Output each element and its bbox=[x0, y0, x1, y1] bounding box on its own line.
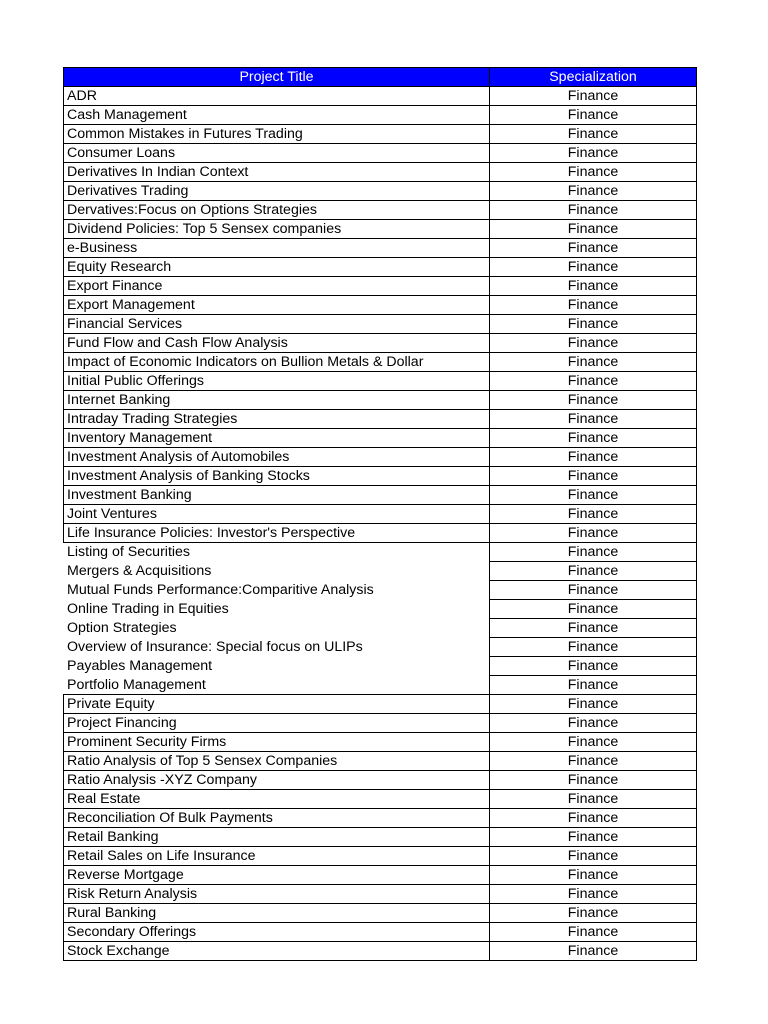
specialization-cell: Finance bbox=[490, 277, 697, 296]
specialization-cell: Finance bbox=[490, 106, 697, 125]
specialization-cell: Finance bbox=[490, 638, 697, 657]
project-title-cell: Common Mistakes in Futures Trading bbox=[64, 125, 490, 144]
table-row bbox=[64, 315, 697, 334]
table-row bbox=[64, 828, 697, 847]
table-row bbox=[64, 505, 697, 524]
project-title-cell: Mutual Funds Performance:Comparitive Analysis bbox=[64, 581, 490, 600]
project-title-cell: Portfolio Management bbox=[64, 676, 490, 695]
project-title-cell: Investment Analysis of Automobiles bbox=[64, 448, 490, 467]
table-row bbox=[64, 904, 697, 923]
project-title-cell: Mergers & Acquisitions bbox=[64, 562, 490, 581]
specialization-cell: Finance bbox=[490, 752, 697, 771]
table-row bbox=[64, 277, 697, 296]
table-row bbox=[64, 448, 697, 467]
project-title-cell: Payables Management bbox=[64, 657, 490, 676]
specialization-cell: Finance bbox=[490, 562, 697, 581]
specialization-cell: Finance bbox=[490, 904, 697, 923]
table-row bbox=[64, 581, 697, 600]
table-row bbox=[64, 296, 697, 315]
specialization-cell: Finance bbox=[490, 429, 697, 448]
table-row bbox=[64, 847, 697, 866]
specialization-cell: Finance bbox=[490, 296, 697, 315]
project-title-cell: Reconciliation Of Bulk Payments bbox=[64, 809, 490, 828]
project-title-cell: Private Equity bbox=[64, 695, 490, 714]
project-title-cell: Consumer Loans bbox=[64, 144, 490, 163]
specialization-cell: Finance bbox=[490, 467, 697, 486]
specialization-cell: Finance bbox=[490, 714, 697, 733]
project-title-cell: Investment Banking bbox=[64, 486, 490, 505]
specialization-cell: Finance bbox=[490, 201, 697, 220]
specialization-cell: Finance bbox=[490, 182, 697, 201]
project-title-cell: Internet Banking bbox=[64, 391, 490, 410]
table-row bbox=[64, 429, 697, 448]
project-title-cell: Financial Services bbox=[64, 315, 490, 334]
project-title-cell: Risk Return Analysis bbox=[64, 885, 490, 904]
specialization-cell: Finance bbox=[490, 144, 697, 163]
specialization-cell: Finance bbox=[490, 353, 697, 372]
table-row bbox=[64, 885, 697, 904]
specialization-cell: Finance bbox=[490, 581, 697, 600]
specialization-cell: Finance bbox=[490, 771, 697, 790]
table-row bbox=[64, 638, 697, 657]
specialization-cell: Finance bbox=[490, 87, 697, 106]
project-title-cell: Overview of Insurance: Special focus on ULIPs bbox=[64, 638, 490, 657]
table-row bbox=[64, 239, 697, 258]
project-title-cell: Rural Banking bbox=[64, 904, 490, 923]
header-project-title: Project Title bbox=[64, 68, 490, 87]
project-title-cell: Listing of Securities bbox=[64, 543, 490, 562]
specialization-cell: Finance bbox=[490, 239, 697, 258]
table-row bbox=[64, 258, 697, 277]
table-row bbox=[64, 562, 697, 581]
table-row bbox=[64, 866, 697, 885]
table-row bbox=[64, 144, 697, 163]
table-row bbox=[64, 771, 697, 790]
table-body bbox=[64, 87, 697, 961]
specialization-cell: Finance bbox=[490, 695, 697, 714]
specialization-cell: Finance bbox=[490, 524, 697, 543]
table-row bbox=[64, 125, 697, 144]
table-row bbox=[64, 87, 697, 106]
specialization-cell: Finance bbox=[490, 733, 697, 752]
table-row bbox=[64, 201, 697, 220]
specialization-cell: Finance bbox=[490, 942, 697, 961]
project-title-cell: Initial Public Offerings bbox=[64, 372, 490, 391]
project-title-cell: Equity Research bbox=[64, 258, 490, 277]
project-title-cell: Joint Ventures bbox=[64, 505, 490, 524]
specialization-cell: Finance bbox=[490, 315, 697, 334]
specialization-cell: Finance bbox=[490, 505, 697, 524]
project-title-cell: Life Insurance Policies: Investor's Perspective bbox=[64, 524, 490, 543]
specialization-cell: Finance bbox=[490, 619, 697, 638]
specialization-cell: Finance bbox=[490, 657, 697, 676]
project-title-cell: Intraday Trading Strategies bbox=[64, 410, 490, 429]
project-title-cell: Reverse Mortgage bbox=[64, 866, 490, 885]
specialization-cell: Finance bbox=[490, 391, 697, 410]
project-title-cell: Real Estate bbox=[64, 790, 490, 809]
table-row bbox=[64, 695, 697, 714]
project-title-cell: Investment Analysis of Banking Stocks bbox=[64, 467, 490, 486]
table-row bbox=[64, 543, 697, 562]
specialization-cell: Finance bbox=[490, 448, 697, 467]
project-title-cell: Retail Banking bbox=[64, 828, 490, 847]
header-specialization: Specialization bbox=[490, 68, 697, 87]
specialization-cell: Finance bbox=[490, 258, 697, 277]
table-row bbox=[64, 163, 697, 182]
project-title-cell: Impact of Economic Indicators on Bullion Metals & Dollar bbox=[64, 353, 490, 372]
table-row bbox=[64, 657, 697, 676]
table-row bbox=[64, 600, 697, 619]
table-row bbox=[64, 391, 697, 410]
table-row bbox=[64, 790, 697, 809]
project-title-cell: Online Trading in Equities bbox=[64, 600, 490, 619]
specialization-cell: Finance bbox=[490, 923, 697, 942]
project-title-cell: Dervatives:Focus on Options Strategies bbox=[64, 201, 490, 220]
project-title-cell: Export Finance bbox=[64, 277, 490, 296]
table-row bbox=[64, 942, 697, 961]
project-title-cell: Derivatives In Indian Context bbox=[64, 163, 490, 182]
specialization-cell: Finance bbox=[490, 809, 697, 828]
project-title-cell: Ratio Analysis -XYZ Company bbox=[64, 771, 490, 790]
table-row bbox=[64, 486, 697, 505]
project-title-cell: Ratio Analysis of Top 5 Sensex Companies bbox=[64, 752, 490, 771]
table-row bbox=[64, 410, 697, 429]
project-title-cell: Dividend Policies: Top 5 Sensex companies bbox=[64, 220, 490, 239]
specialization-cell: Finance bbox=[490, 334, 697, 353]
project-title-cell: Stock Exchange bbox=[64, 942, 490, 961]
table-row bbox=[64, 467, 697, 486]
project-title-cell: ADR bbox=[64, 87, 490, 106]
table-row bbox=[64, 923, 697, 942]
specialization-cell: Finance bbox=[490, 676, 697, 695]
table-row bbox=[64, 524, 697, 543]
specialization-cell: Finance bbox=[490, 600, 697, 619]
specialization-cell: Finance bbox=[490, 125, 697, 144]
specialization-cell: Finance bbox=[490, 163, 697, 182]
table-header-row bbox=[64, 68, 697, 87]
project-title-cell: e-Business bbox=[64, 239, 490, 258]
specialization-cell: Finance bbox=[490, 543, 697, 562]
table-row bbox=[64, 809, 697, 828]
specialization-cell: Finance bbox=[490, 790, 697, 809]
table-row bbox=[64, 106, 697, 125]
project-table-container bbox=[63, 67, 696, 961]
table-row bbox=[64, 619, 697, 638]
specialization-cell: Finance bbox=[490, 885, 697, 904]
specialization-cell: Finance bbox=[490, 410, 697, 429]
project-title-cell: Export Management bbox=[64, 296, 490, 315]
table-row bbox=[64, 372, 697, 391]
table-row bbox=[64, 676, 697, 695]
table-row bbox=[64, 733, 697, 752]
project-title-cell: Project Financing bbox=[64, 714, 490, 733]
project-table bbox=[63, 67, 697, 961]
table-row bbox=[64, 714, 697, 733]
project-title-cell: Cash Management bbox=[64, 106, 490, 125]
specialization-cell: Finance bbox=[490, 220, 697, 239]
specialization-cell: Finance bbox=[490, 828, 697, 847]
table-row bbox=[64, 182, 697, 201]
project-title-cell: Inventory Management bbox=[64, 429, 490, 448]
project-title-cell: Retail Sales on Life Insurance bbox=[64, 847, 490, 866]
project-title-cell: Derivatives Trading bbox=[64, 182, 490, 201]
table-row bbox=[64, 752, 697, 771]
table-row bbox=[64, 220, 697, 239]
table-row bbox=[64, 353, 697, 372]
specialization-cell: Finance bbox=[490, 847, 697, 866]
specialization-cell: Finance bbox=[490, 486, 697, 505]
project-title-cell: Secondary Offerings bbox=[64, 923, 490, 942]
specialization-cell: Finance bbox=[490, 372, 697, 391]
project-title-cell: Fund Flow and Cash Flow Analysis bbox=[64, 334, 490, 353]
table-row bbox=[64, 334, 697, 353]
specialization-cell: Finance bbox=[490, 866, 697, 885]
project-title-cell: Option Strategies bbox=[64, 619, 490, 638]
project-title-cell: Prominent Security Firms bbox=[64, 733, 490, 752]
